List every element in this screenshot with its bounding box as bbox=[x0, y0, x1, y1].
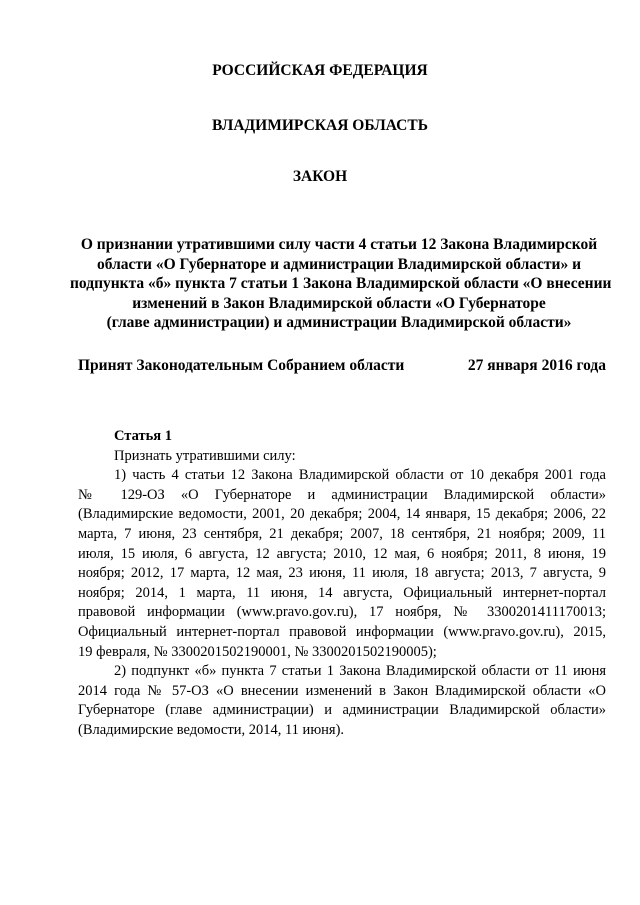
law-title-line: О признании утратившими силу части 4 статьи 12 Закона Владимирской bbox=[80, 236, 598, 253]
region-heading: ВЛАДИМИРСКАЯ ОБЛАСТЬ bbox=[212, 117, 428, 134]
paragraph-line: Официальный интернет-портал правовой информации (www.pravo.gov.ru), 2015, bbox=[78, 623, 606, 640]
paragraph-line: № 129-ОЗ «О Губернаторе и администрации Владимирской области» bbox=[78, 486, 606, 503]
adopted-by: Принят Законодательным Собранием области bbox=[78, 357, 405, 374]
adoption-date: 27 января 2016 года bbox=[467, 357, 606, 374]
paragraph-line: ноября; 2014, 1 марта, 11 июня, 14 августа, Официальный интернет-портал bbox=[78, 584, 606, 601]
article-intro: Признать утратившими силу: bbox=[114, 447, 296, 464]
paragraph-line: ноября; 2012, 17 марта, 12 мая, 23 июня, 11 июля, 18 августа; 2013, 7 августа, 9 bbox=[78, 565, 606, 582]
paragraph-line: Губернаторе (главе администрации) и администрации Владимирской области» bbox=[78, 702, 606, 719]
paragraph-line: июля, 15 июля, 6 августа, 12 августа; 2010, 12 мая, 6 ноября; 2011, 8 июня, 19 bbox=[78, 545, 606, 562]
article-body bbox=[78, 427, 606, 741]
paragraph-line: марта, 7 июня, 23 сентября, 21 декабря; 2007, 18 сентября, 21 ноября; 2009, 11 bbox=[78, 525, 606, 542]
paragraph-line: 2014 года № 57-ОЗ «О внесении изменений в Закон Владимирской области «О bbox=[78, 682, 606, 699]
article-item-1 bbox=[78, 466, 606, 662]
paragraph-line: 2) подпункт «б» пункта 7 статьи 1 Закона Владимирской области от 11 июня bbox=[114, 663, 606, 680]
paragraph-line: правовой информации (www.pravo.gov.ru), 17 ноября, № 3300201411170013; bbox=[78, 604, 606, 621]
article-heading: Статья 1 bbox=[114, 428, 172, 444]
law-title-line: (главе администрации) и администрации Владимирской области» bbox=[106, 314, 572, 331]
law-title-line: изменений в Закон Владимирской области «О Губернаторе bbox=[132, 294, 546, 312]
document-type-heading: ЗАКОН bbox=[292, 168, 348, 185]
law-title-line: области «О Губернаторе и администрации Владимирской области» и bbox=[96, 255, 582, 273]
paragraph-line: 19 февраля, № 3300201502190001, № 3300201502190005); bbox=[78, 643, 437, 660]
law-title bbox=[70, 235, 612, 333]
country-heading: РОССИЙСКАЯ ФЕДЕРАЦИЯ bbox=[212, 62, 428, 79]
paragraph-line: 1) часть 4 статьи 12 Закона Владимирской области от 10 декабря 2001 года bbox=[114, 467, 606, 484]
paragraph-line: (Владимирские ведомости, 2014, 11 июня). bbox=[78, 721, 345, 738]
law-title-line: подпункта «б» пункта 7 статьи 1 Закона Владимирской области «О внесении bbox=[70, 275, 612, 292]
article-item-2 bbox=[78, 662, 606, 740]
paragraph-line: (Владимирские ведомости, 2001, 20 декабря; 2004, 14 января, 15 декабря; 2006, 22 bbox=[78, 506, 606, 523]
